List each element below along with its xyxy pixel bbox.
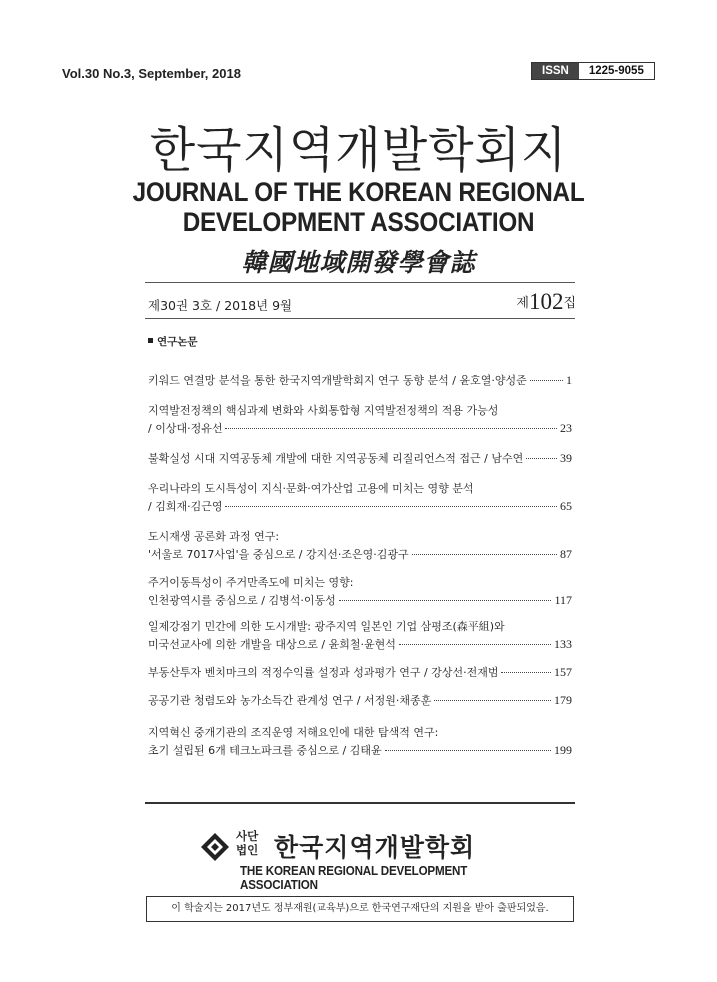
toc-title-text: 인천광역시를 중심으로 / 김병석·이동성 xyxy=(148,594,336,607)
divider-bottom xyxy=(145,802,575,804)
publisher-name-korean: 한국지역개발학회 xyxy=(274,833,476,862)
diamond-emblem-icon xyxy=(200,832,230,862)
toc-title-text: 키워드 연결망 분석을 통한 한국지역개발학회지 연구 동향 분석 / 윤호열·양성준 xyxy=(148,374,527,387)
toc-entry xyxy=(148,528,572,564)
divider-middle xyxy=(145,318,575,319)
issue-line xyxy=(148,289,576,318)
toc-entry xyxy=(148,450,572,468)
toc-leader-dots xyxy=(501,672,551,673)
toc-entry xyxy=(148,402,572,438)
toc-line xyxy=(148,592,572,610)
toc-title-text: 일제강점기 민간에 의한 도시개발: 광주지역 일본인 기업 삼평조(森平組)와 xyxy=(148,620,505,633)
toc-leader-dots xyxy=(526,458,557,459)
toc-entry xyxy=(148,480,572,516)
toc-leader-dots xyxy=(399,644,551,645)
toc-leader-dots xyxy=(225,428,557,429)
toc-line xyxy=(148,480,572,498)
issn-box xyxy=(531,62,655,80)
toc-title-text: 초기 설립된 6개 테크노파크를 중심으로 / 김태윤 xyxy=(148,744,382,757)
toc-title-text: 우리나라의 도시특성이 지식·문화·여가산업 고용에 미치는 영향 분석 xyxy=(148,482,474,495)
toc-line xyxy=(148,724,572,742)
toc-entry xyxy=(148,664,572,682)
toc-line xyxy=(148,742,572,760)
section-heading-text: 연구논문 xyxy=(157,336,198,348)
issn-number: 1225-9055 xyxy=(579,63,654,79)
section-heading xyxy=(148,334,198,349)
toc-leader-dots xyxy=(339,600,552,601)
journal-title-english xyxy=(36,177,681,237)
toc-entry xyxy=(148,574,572,610)
toc-page-number: 39 xyxy=(560,451,572,465)
journal-title-chinese: 韓國地域開發學會誌 xyxy=(241,248,476,277)
toc-entry xyxy=(148,692,572,710)
issue-number xyxy=(516,289,576,314)
toc-title-text: '서울로 7017사업'을 중심으로 / 강지선·조은영·김광구 xyxy=(148,548,409,561)
toc-entry xyxy=(148,372,572,390)
issue-number-value: 102 xyxy=(528,289,564,314)
toc-page-number: 65 xyxy=(560,499,572,513)
publisher-type xyxy=(236,829,258,857)
toc-line xyxy=(148,636,572,654)
publisher-logo xyxy=(200,828,530,892)
issue-volume-date: 제30권 3호 / 2018년 9월 xyxy=(148,298,293,313)
toc-line xyxy=(148,372,572,390)
toc-entry xyxy=(148,724,572,760)
journal-title-english-line2: DEVELOPMENT ASSOCIATION xyxy=(182,207,535,237)
toc-page-number: 179 xyxy=(554,693,572,707)
issn-label: ISSN xyxy=(532,63,579,79)
toc-page-number: 157 xyxy=(554,665,572,679)
toc-line xyxy=(148,498,572,516)
toc-line xyxy=(148,420,572,438)
funding-notice: 이 학술지는 2017년도 정부재원(교육부)으로 한국연구재단의 지원을 받아 출판되었음. xyxy=(146,896,574,922)
toc-title-text: 부동산투자 벤치마크의 적정수익률 설정과 성과평가 연구 / 강상선·전재범 xyxy=(148,666,499,679)
toc-line xyxy=(148,664,572,682)
toc-title-text: 도시재생 공론화 과정 연구: xyxy=(148,530,280,543)
toc-line xyxy=(148,450,572,468)
toc-page-number: 117 xyxy=(554,593,572,607)
toc-line xyxy=(148,618,572,636)
toc-line xyxy=(148,692,572,710)
toc-title-text: 공공기관 청렴도와 농가소득간 관계성 연구 / 서정원·채종훈 xyxy=(148,694,432,707)
toc-line xyxy=(148,574,572,592)
issue-number-suffix: 집 xyxy=(563,296,576,311)
toc-title-text: 지역발전정책의 핵심과제 변화와 사회통합형 지역발전정책의 적용 가능성 xyxy=(148,404,499,417)
toc-title-text: 지역혁신 중개기관의 조직운영 저해요인에 대한 탐색적 연구: xyxy=(148,726,439,739)
toc-page-number: 23 xyxy=(560,421,572,435)
publisher-name-english: THE KOREAN REGIONAL DEVELOPMENT ASSOCIATION xyxy=(240,864,468,892)
toc-title-text: / 김희재·김근영 xyxy=(148,500,223,513)
toc-line xyxy=(148,402,572,420)
publisher-type-line2: 법인 xyxy=(236,843,259,857)
publisher-type-line1: 사단 xyxy=(236,829,259,843)
toc-title-text: 주거이동특성이 주거만족도에 미치는 영향: xyxy=(148,576,354,589)
divider-top xyxy=(145,282,575,283)
toc-page-number: 199 xyxy=(554,743,572,757)
toc-leader-dots xyxy=(225,506,557,507)
toc-page-number: 1 xyxy=(566,373,572,387)
toc-line xyxy=(148,546,572,564)
toc-page-number: 87 xyxy=(560,547,572,561)
toc-title-text: 미국선교사에 의한 개발을 대상으로 / 윤희철·윤현석 xyxy=(148,638,396,651)
volume-info: Vol.30 No.3, September, 2018 xyxy=(62,66,241,81)
journal-title-korean: 한국지역개발학회지 xyxy=(149,122,568,179)
journal-title-english-line1: JOURNAL OF THE KOREAN REGIONAL xyxy=(132,177,585,207)
toc-line xyxy=(148,528,572,546)
toc-leader-dots xyxy=(434,700,551,701)
toc-leader-dots xyxy=(530,380,563,381)
toc-leader-dots xyxy=(412,554,557,555)
toc-entry xyxy=(148,618,572,654)
toc-leader-dots xyxy=(385,750,551,751)
toc-title-text: 불확실성 시대 지역공동체 개발에 대한 지역공동체 리질리언스적 접근 / 남수연 xyxy=(148,452,524,465)
toc-title-text: / 이상대·정유선 xyxy=(148,422,223,435)
square-bullet-icon xyxy=(148,338,153,343)
toc-page-number: 133 xyxy=(554,637,572,651)
issue-number-prefix: 제 xyxy=(516,296,529,311)
